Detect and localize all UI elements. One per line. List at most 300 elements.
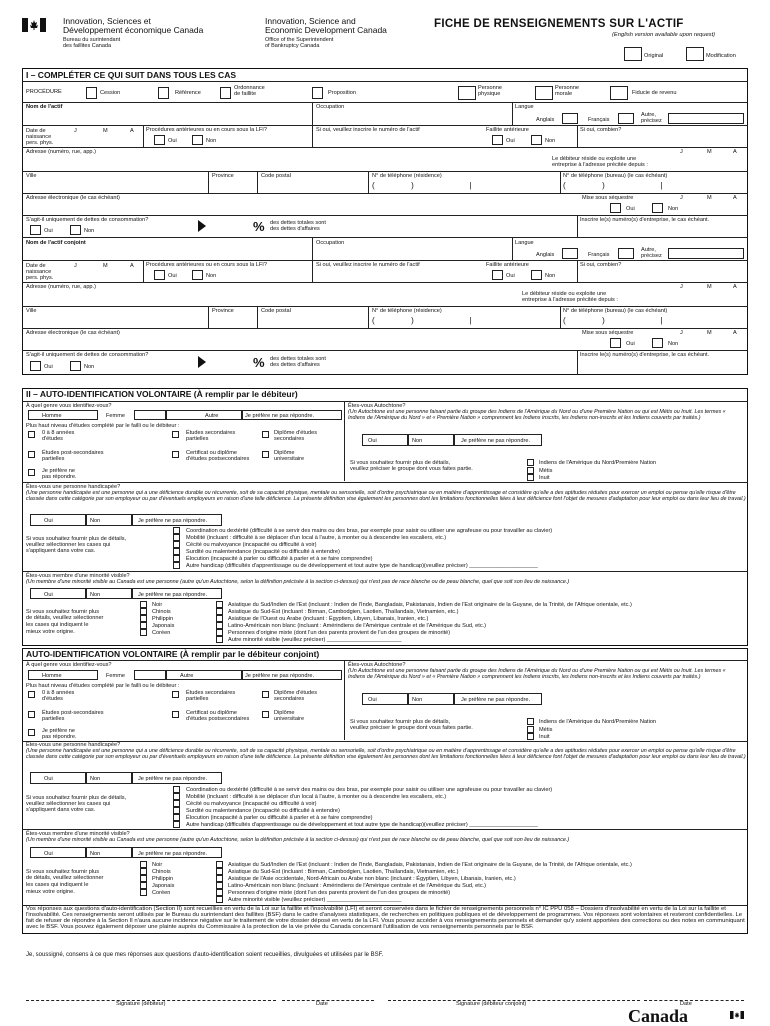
- c-h-surdite-label: Surdité ou malentendance (incapacité ou difficulté à entendre): [186, 808, 340, 814]
- indiens-checkbox[interactable]: [527, 459, 534, 466]
- noir-checkbox[interactable]: [140, 601, 147, 608]
- conso-oui-checkbox[interactable]: [30, 225, 41, 235]
- handicap-details-label3: s'appliquent dans votre cas.: [26, 548, 96, 554]
- proposition-checkbox[interactable]: [312, 87, 323, 99]
- philippin-label: Philippin: [152, 616, 174, 622]
- diplome-univ-label2: universitaire: [274, 456, 305, 462]
- c-etudes-sec-part-checkbox[interactable]: [172, 691, 179, 698]
- autre-langue-field[interactable]: [668, 113, 744, 124]
- c-etudes-sec-part-label2: partielles: [186, 696, 209, 702]
- etudes-sec-part-label2: partielles: [186, 436, 209, 442]
- diplome-sec-label2: secondaires: [274, 436, 305, 442]
- c-inuit-checkbox[interactable]: [527, 733, 534, 740]
- c-m-mixte-label: Personnes d'origine mixte (dont l'un des parents provient de l'un des groupes de minorité): [228, 890, 451, 896]
- femme-checkbox[interactable]: [134, 410, 166, 420]
- c-noir-label: Noir: [152, 862, 163, 868]
- faillite-non-checkbox[interactable]: [531, 135, 542, 145]
- etudes-prefere-label1: Je préfère ne: [42, 468, 75, 474]
- occupation-conjoint-label: Occupation: [316, 240, 345, 246]
- c-proc-label: Procédures antérieures ou en cours sous la LFI?: [146, 262, 267, 268]
- date-debiteur-line[interactable]: [282, 1000, 374, 1001]
- francais-label: Français: [588, 117, 610, 123]
- c-noir-checkbox[interactable]: [140, 861, 147, 868]
- anglais-checkbox[interactable]: [562, 113, 578, 124]
- m-autre-label: Autre minorité visible (veuillez préciser) ________________________: [228, 637, 402, 643]
- proposition-label: Proposition: [328, 90, 356, 96]
- c-minorite-definition: (Un membre d'une minorité visible au Canada est une personne (autre qu'un Autochtone, selon la définition précisée à la section ci-dessus) qui n'est pas de race blanche ou de peau blanche, quel que soit son lieu de naissance.): [26, 837, 570, 843]
- c-homme-checkbox[interactable]: [28, 670, 98, 680]
- faillite-non-label: Non: [545, 138, 556, 144]
- etudes-0-8-checkbox[interactable]: [28, 431, 35, 438]
- c-minorite-non-label: Non: [90, 851, 101, 857]
- c-minorite-oui-checkbox[interactable]: [30, 847, 86, 858]
- h-mobilite-checkbox[interactable]: [173, 534, 180, 541]
- etudes-post-part-label1: Études post-secondaires: [42, 450, 104, 456]
- handicap-details-label2: veuillez sélectionner les cases qui: [26, 542, 111, 548]
- c-courriel-label: Adresse électronique (le cas échéant): [26, 330, 120, 336]
- c-code-postal-label: Code postal: [261, 308, 291, 314]
- c-femme-checkbox[interactable]: [134, 670, 166, 680]
- section-1-title: I – COMPLÉTER CE QUI SUIT DANS TOUS LES CAS: [26, 70, 237, 80]
- proc-non-label: Non: [206, 138, 217, 144]
- c-m-arabe-checkbox[interactable]: [216, 875, 223, 882]
- ordonnance-checkbox[interactable]: [220, 87, 231, 99]
- signature-debiteur-label: Signature (débiteur): [116, 1001, 166, 1007]
- c-coreen-checkbox[interactable]: [140, 889, 147, 896]
- c-m-asie-sud-est-checkbox[interactable]: [216, 868, 223, 875]
- entreprise-adresse-label: entreprise à l'adresse précitée depuis :: [552, 162, 648, 168]
- header-fr-line1: Innovation, Sciences et: [63, 16, 151, 26]
- homme-checkbox[interactable]: [28, 410, 98, 420]
- autochtone-definition: (Un Autochtone est une personne faisant partie du groupe des Indiens de l'Amérique du Nord ou d'une Première Nation ou qui est Métis ou Inuit. Les termes « Indiens de l'Amérique du Nord » et « Première Nation » comprennent les Indiens inscrits, les Indiens non-inscrits et les Indiens couverts par traités.): [348, 409, 726, 422]
- seq-m: M: [707, 195, 712, 201]
- c-proc-oui-checkbox[interactable]: [154, 270, 165, 280]
- c-province-label: Province: [212, 308, 234, 314]
- c-m-latino-checkbox[interactable]: [216, 882, 223, 889]
- nom-actif-conjoint-label: Nom de l'actif conjoint: [26, 240, 86, 246]
- c-tel-residence-label: N° de téléphone (résidence): [372, 308, 442, 314]
- consent-statement: Je, soussigné, consens à ce que mes réponses aux questions d'auto-identification soient recueillies, divulguées et utilisées par le BSF.: [26, 952, 384, 958]
- header-fr-sub1: Bureau du surintendant: [63, 37, 121, 43]
- etudes-prefere-label2: pas répondre.: [42, 474, 77, 480]
- c-chinois-checkbox[interactable]: [140, 868, 147, 875]
- c-autochtone-question: Êtes-vous Autochtone?: [348, 662, 406, 668]
- c-conso-oui-label: Oui: [44, 364, 53, 370]
- precisez-label: précisez: [641, 118, 662, 124]
- m-latino-checkbox[interactable]: [216, 622, 223, 629]
- c-entreprise-adresse-label: entreprise à l'adresse précitée depuis :: [522, 297, 618, 303]
- seq-non-label: Non: [668, 206, 679, 212]
- modification-label: Modification: [706, 53, 736, 59]
- c-etudes-post-part-checkbox[interactable]: [28, 711, 35, 718]
- handicap-details-label1: Si vous souhaitez fournir plus de détails,: [26, 536, 127, 542]
- c-handicap-prefere-label: Je préfère ne pas répondre.: [138, 776, 208, 782]
- m-arabe-label: Asiatique de l'Ouest ou Arabe (incluant : Égyptien, Libyen, Libanais, Iranien, etc.): [228, 616, 429, 622]
- c-minorite-question: Êtes-vous membre d'une minorité visible?: [26, 831, 130, 837]
- c-minorite-prefere-label: Je préfère ne pas répondre.: [138, 851, 208, 857]
- japonais-label: Japonais: [152, 623, 175, 629]
- tel-residence-field[interactable]: ( ) |: [372, 181, 473, 190]
- c-etudes-0-8-label1: 0 à 8 années: [42, 690, 75, 696]
- c-homme-label: Homme: [42, 673, 62, 679]
- c-dettes-totales-label: des dettes totales sont: [270, 356, 326, 362]
- precisez-conjoint-label: précisez: [641, 253, 662, 259]
- c-tel-bureau-field[interactable]: ( ) |: [563, 316, 664, 325]
- c-etudes-0-8-label2: d'études: [42, 696, 63, 702]
- fiducie-label: Fiducie de revenu: [632, 90, 677, 96]
- handicap-prefere-label: Je préfère ne pas répondre.: [138, 518, 208, 524]
- h-cecite-checkbox[interactable]: [173, 541, 180, 548]
- c-minorite-details-label3: les cases qui indiquent le: [26, 882, 89, 888]
- etudes-post-part-label2: partielles: [42, 456, 65, 462]
- arrow-right-icon: [198, 220, 206, 232]
- c-date-label1: Date de: [26, 263, 46, 269]
- nom-actif-label: Nom de l'actif: [26, 104, 63, 110]
- tel-bureau-label: N° de téléphone (bureau) (le cas échéant): [563, 173, 668, 179]
- si-oui-combien-label: Si oui, combien?: [580, 127, 622, 133]
- c-indiens-label: Indiens de l'Amérique du Nord/Première Nation: [539, 719, 657, 725]
- h-autre-checkbox[interactable]: [173, 562, 180, 569]
- c-h-surdite-checkbox[interactable]: [173, 807, 180, 814]
- section-2-title: II – AUTO-IDENTIFICATION VOLONTAIRE (À remplir par le débiteur): [26, 389, 298, 399]
- c-japonais-checkbox[interactable]: [140, 882, 147, 889]
- canada-wordmark-flag-icon: [730, 1006, 744, 1014]
- c-dettes-affaires-label: des dettes d'affaires: [270, 362, 320, 368]
- c-faillite-oui-checkbox[interactable]: [492, 270, 503, 280]
- c-genre-question: À quel genre vous identifiez-vous?: [26, 662, 112, 668]
- c-h-coordination-label: Coordination ou dextérité (difficulté à se servir des mains ou des bras, par exemple pour saisir ou utiliser une agrafeuse ou pour travailler au clavier): [186, 787, 553, 793]
- c-japonais-label: Japonais: [152, 883, 175, 889]
- inuit-label: Inuit: [539, 475, 550, 481]
- c-seq-j: J: [680, 330, 683, 336]
- personne-physique-label1: Personne: [478, 85, 502, 91]
- c-handicap-question: Êtes-vous une personne handicapée?: [26, 742, 121, 748]
- personne-physique-checkbox[interactable]: [458, 86, 476, 100]
- c-ville-label: Ville: [26, 308, 37, 314]
- c-diplome-sec-label1: Diplôme d'études: [274, 690, 318, 696]
- minorite-oui-checkbox[interactable]: [30, 588, 86, 599]
- personne-morale-checkbox[interactable]: [535, 86, 553, 100]
- m-asie-sud-checkbox[interactable]: [216, 601, 223, 608]
- handicap-non-label: Non: [90, 518, 101, 524]
- minorite-oui-label: Oui: [44, 592, 53, 598]
- minorite-definition: (Un membre d'une minorité visible au Canada est une personne (autre qu'un Autochtone, selon la définition précisée à la section ci-dessus) qui n'est pas de race blanche ou de peau blanche, quel que soit son lieu de naissance.): [26, 579, 570, 585]
- m-mixte-label: Personnes d'origine mixte (dont l'un des parents provient de l'un des groupes de minorité): [228, 630, 451, 636]
- dob-a: A: [130, 128, 134, 134]
- minorite-details-label4: mieux votre origine.: [26, 629, 75, 635]
- chinois-checkbox[interactable]: [140, 608, 147, 615]
- tel-bureau-field[interactable]: ( ) |: [563, 181, 664, 190]
- c-diplome-sec-checkbox[interactable]: [262, 691, 269, 698]
- header-fr-line2: Développement économique Canada: [63, 25, 204, 35]
- autre-label: Autre,: [641, 112, 656, 118]
- etudes-post-part-checkbox[interactable]: [28, 451, 35, 458]
- reference-checkbox[interactable]: [158, 87, 169, 99]
- minorite-non-label: Non: [90, 592, 101, 598]
- proc-oui-checkbox[interactable]: [154, 135, 165, 145]
- c-certificat-label2: d'études postsecondaires: [186, 716, 250, 722]
- minorite-question: Êtes-vous membre d'une minorité visible?: [26, 573, 130, 579]
- inuit-checkbox[interactable]: [527, 474, 534, 481]
- m-mixte-checkbox[interactable]: [216, 629, 223, 636]
- langue-conjoint-label: Langue: [515, 240, 534, 246]
- diplome-sec-checkbox[interactable]: [262, 431, 269, 438]
- c-depuis-j: J: [680, 284, 683, 290]
- c-m-autre-checkbox[interactable]: [216, 896, 223, 903]
- signature-conjoint-label: Signature (débiteur conjoint): [456, 1001, 527, 1007]
- c-seq-oui-checkbox[interactable]: [610, 338, 621, 348]
- c-conso-oui-checkbox[interactable]: [30, 361, 41, 371]
- c-h-coordination-checkbox[interactable]: [173, 786, 180, 793]
- c-diplome-univ-label1: Diplôme: [274, 710, 295, 716]
- inscrire-numeros-label: Inscrire le(s) numéro(s) d'entreprise, le cas échéant.: [580, 217, 710, 223]
- personne-morale-label2: morale: [555, 91, 573, 97]
- c-autochtone-details-label2: veuillez préciser le groupe dont vous faites partie.: [350, 725, 473, 731]
- diplome-univ-checkbox[interactable]: [262, 451, 269, 458]
- h-mobilite-label: Mobilité (incluant : difficulté à se déplacer d'un local à l'autre, à monter ou à descendre les escaliers, etc.): [186, 535, 447, 541]
- c-etudes-post-part-label2: partielles: [42, 716, 65, 722]
- canada-wordmark: Canada: [628, 1006, 689, 1026]
- etudes-sec-part-label1: Études secondaires: [186, 430, 236, 436]
- proc-non-checkbox[interactable]: [192, 135, 203, 145]
- etudes-0-8-label2: d'études: [42, 436, 63, 442]
- c-seq-non-label: Non: [668, 341, 679, 347]
- ville-label: Ville: [26, 173, 37, 179]
- page-title: FICHE DE RENSEIGNEMENTS SUR L'ACTIF: [434, 18, 684, 30]
- m-latino-label: Latino-Américain non blanc (incluant : Amérindiens de l'Amérique centrale et de l'Amérique du Sud, etc.): [228, 623, 487, 629]
- header-en-sub2: of Bankruptcy Canada: [265, 43, 320, 49]
- depuis-j: J: [680, 149, 683, 155]
- c-proc-non-label: Non: [206, 273, 217, 279]
- autre-conjoint-label: Autre,: [641, 247, 656, 253]
- c-autochtone-definition: (Un Autochtone est une personne faisant partie du groupe des Indiens de l'Amérique du Nord ou d'une Première Nation ou qui est Métis ou Inuit. Les termes « Indiens de l'Amérique du Nord » et « Première Nation » comprennent les Indiens inscrits, les Indiens non-inscrits et les Indiens couverts par traités.): [348, 668, 726, 681]
- c-h-autre-label: Autre handicap (difficultés d'apprentissage ou de développement et tout autre type de handicap)(veuillez préciser) ______________________: [186, 822, 538, 828]
- c-h-cecite-checkbox[interactable]: [173, 800, 180, 807]
- autochtone-prefere-label: Je préfère ne pas répondre.: [461, 438, 531, 444]
- c-adresse-label: Adresse (numéro, rue, app.): [26, 284, 96, 290]
- c-h-elocution-checkbox[interactable]: [173, 814, 180, 821]
- conso-non-checkbox[interactable]: [70, 225, 81, 235]
- c-date-label3: pers. phys.: [26, 275, 54, 281]
- c-tel-residence-field[interactable]: ( ) |: [372, 316, 473, 325]
- handicap-question: Êtes-vous une personne handicapée?: [26, 484, 121, 490]
- conso-non-label: Non: [84, 228, 95, 234]
- c-h-autre-checkbox[interactable]: [173, 821, 180, 828]
- francais-checkbox[interactable]: [618, 113, 634, 124]
- ordonnance-label: Ordonnance: [234, 85, 265, 91]
- c-conso-non-checkbox[interactable]: [70, 361, 81, 371]
- c-handicap-details-label3: s'appliquent dans votre cas.: [26, 807, 96, 813]
- c-proc-non-checkbox[interactable]: [192, 270, 203, 280]
- h-elocution-checkbox[interactable]: [173, 555, 180, 562]
- h-coordination-checkbox[interactable]: [173, 527, 180, 534]
- seq-non-checkbox[interactable]: [652, 203, 663, 213]
- autre-genre-checkbox[interactable]: [166, 410, 242, 420]
- c-percent-symbol: %: [253, 355, 265, 370]
- percent-symbol: %: [253, 219, 265, 234]
- seq-a: A: [733, 195, 737, 201]
- c-indiens-checkbox[interactable]: [527, 718, 534, 725]
- metis-label: Métis: [539, 468, 553, 474]
- c-metis-label: Métis: [539, 727, 553, 733]
- c-minorite-details-label2: de détails, veuillez sélectionner: [26, 875, 104, 881]
- c-etudes-prefere-checkbox[interactable]: [28, 729, 35, 736]
- anglais-conjoint-checkbox[interactable]: [562, 248, 578, 259]
- seq-j: J: [680, 195, 683, 201]
- h-surdite-label: Surdité ou malentendance (incapacité ou difficulté à entendre): [186, 549, 340, 555]
- autre-genre-label: Autre: [205, 413, 219, 419]
- c-diplome-sec-label2: secondaires: [274, 696, 305, 702]
- c-certificat-checkbox[interactable]: [172, 711, 179, 718]
- anglais-conjoint-label: Anglais: [536, 252, 555, 258]
- coreen-label: Coréen: [152, 630, 171, 636]
- etudes-sec-part-checkbox[interactable]: [172, 431, 179, 438]
- c-si-oui-combien-label: Si oui, combien?: [580, 262, 622, 268]
- c-h-cecite-label: Cécité ou malvoyance (incapacité ou difficulté à voir): [186, 801, 317, 807]
- c-philippin-checkbox[interactable]: [140, 875, 147, 882]
- autochtone-details-label2: veuillez préciser le groupe dont vous faites partie.: [350, 466, 473, 472]
- tel-residence-label: N° de téléphone (résidence): [372, 173, 442, 179]
- c-autre-genre-label: Autre: [180, 673, 194, 679]
- dettes-affaires-label: des dettes d'affaires: [270, 226, 320, 232]
- minorite-details-label1: Si vous souhaitez fournir plus: [26, 609, 100, 615]
- date-conjoint-line[interactable]: [644, 1000, 744, 1001]
- c-dob-j: J: [74, 263, 77, 269]
- c-seq-a: A: [733, 330, 737, 336]
- coreen-checkbox[interactable]: [140, 629, 147, 636]
- indiens-label: Indiens de l'Amérique du Nord/Première Nation: [539, 460, 657, 466]
- depuis-a: A: [733, 149, 737, 155]
- philippin-checkbox[interactable]: [140, 615, 147, 622]
- cession-label: Cession: [100, 90, 121, 96]
- si-oui-numero-label: Si oui, veuillez inscrire le numéro de l'actif: [316, 127, 420, 133]
- header-fr-sub2: des faillites Canada: [63, 43, 112, 49]
- dettes-conso-label: S'agit-il uniquement de dettes de consommation?: [26, 217, 149, 223]
- c-m-mixte-checkbox[interactable]: [216, 889, 223, 896]
- fiducie-checkbox[interactable]: [610, 86, 628, 100]
- faillite-oui-label: Oui: [506, 138, 515, 144]
- minorite-details-label2: de détails, veuillez sélectionner: [26, 615, 104, 621]
- m-asie-sud-est-checkbox[interactable]: [216, 608, 223, 615]
- c-etudes-0-8-checkbox[interactable]: [28, 691, 35, 698]
- c-debiteur-reside-label: Le débiteur réside ou exploite une: [522, 291, 607, 297]
- header-en-line2: Economic Development Canada: [265, 25, 387, 35]
- autochtone-oui-label: Oui: [368, 438, 377, 444]
- dob-j: J: [74, 128, 77, 134]
- femme-label: Femme: [106, 413, 125, 419]
- date-debiteur-label: Date: [316, 1001, 328, 1007]
- c-seq-oui-label: Oui: [626, 341, 635, 347]
- dettes-totales-label: des dettes totales sont: [270, 220, 326, 226]
- c-etudes-post-part-label1: Études post-secondaires: [42, 710, 104, 716]
- privacy-notice: Vos réponses aux questions d'auto-identification (Section II) sont recueillies en vertu de la Loi sur la faillite et l'insolvabilité (LFI) et seront conservées dans le fichier de renseignements personnels n° IC PPU 058 – Dossiers d'insolvabilité en vertu de la Loi sur la faillite et l'insolvabilité. Ces renseignements seront utilisés par le Bureau du surintendant des faillites (BSF) dans le cadre d'analyses statistiques, de recherches en politiques publiques et de développement de programmes. Vos réponses sont volontaires et resteront confidentielles. Le fait de refuser de répondre à la Section II n'aura aucune incidence négative sur le traitement de votre dossier déposé en vertu de la LFI. Vous pouvez accéder à vos renseignements personnels et demander qu'y soient apportées des corrections ou des notes en communiquant avec le BSF. Vous pouvez également déposer une plainte auprès du Commissaire à la protection de la vie privée du Canada concernant l'utilisation de vos renseignements personnels par le BSF.: [26, 906, 745, 931]
- m-asie-sud-est-label: Asiatique du Sud-Est (incluant : Birman, Cambodgien, Laotien, Thaïlandais, Vietnamien, etc.): [228, 609, 459, 615]
- c-handicap-details-label2: veuillez sélectionner les cases qui: [26, 801, 111, 807]
- seq-oui-checkbox[interactable]: [610, 203, 621, 213]
- genre-prefere-label: Je préfère ne pas répondre.: [245, 413, 315, 419]
- c-handicap-oui-checkbox[interactable]: [30, 772, 86, 784]
- c-autre-genre-checkbox[interactable]: [166, 670, 242, 680]
- japonais-checkbox[interactable]: [140, 622, 147, 629]
- c-seq-non-checkbox[interactable]: [652, 338, 663, 348]
- original-checkbox[interactable]: [624, 47, 642, 61]
- faillite-oui-checkbox[interactable]: [492, 135, 503, 145]
- handicap-oui-checkbox[interactable]: [30, 514, 86, 526]
- proc-oui-label: Oui: [168, 138, 177, 144]
- c-autochtone-non-label: Non: [412, 697, 423, 703]
- c-metis-checkbox[interactable]: [527, 726, 534, 733]
- c-autochtone-details-label1: Si vous souhaitez fournir plus de détails,: [350, 719, 451, 725]
- c-diplome-univ-checkbox[interactable]: [262, 711, 269, 718]
- c-handicap-definition: (Une personne handicapée est une personne qui a une déficience durable ou récurrente, soit de sa capacité physique, mentale ou sensorielle, soit d'ordre psychiatrique ou en matière d'apprentissage et considère qu'elle a des aptitudes réduites pour exercer un emploi ou pense qu'elle risque d'être classée dans cette catégorie par son employeur ou par d'éventuels employeurs en raison d'une telle déficience. La présente définition vise également les personnes dont les limitations fonctionnelles liées à leur déficience font l'objet de mesures d'adaptation pour leur emploi ou dans leur lieu de travail.): [26, 748, 746, 761]
- chinois-label: Chinois: [152, 609, 171, 615]
- c-m-arabe-label: Asiatique de l'Asie occidentale, Nord-Africain ou Arabe non blanc (incluant : Égyptien, Libyen, Libanais, Iranien, etc.): [228, 876, 516, 882]
- c-etudes-question: Plus haut niveau d'études complété par le failli ou le débiteur :: [26, 683, 180, 689]
- handicap-oui-label: Oui: [44, 518, 53, 524]
- c-mise-sequestre-label: Mise sous séquestre: [582, 330, 634, 336]
- h-surdite-checkbox[interactable]: [173, 548, 180, 555]
- minorite-details-label3: les cases qui indiquent le: [26, 622, 89, 628]
- c-handicap-details-label1: Si vous souhaitez fournir plus de détails,: [26, 795, 127, 801]
- c-m-autre-label: Autre minorité visible (veuillez préciser) ________________________: [228, 897, 402, 903]
- adresse-label: Adresse (numéro, rue, app.): [26, 149, 96, 155]
- section-2-conjoint-title: AUTO-IDENTIFICATION VOLONTAIRE (À remplir par le débiteur conjoint): [26, 649, 320, 659]
- c-conso-non-label: Non: [84, 364, 95, 370]
- etudes-prefere-checkbox[interactable]: [28, 469, 35, 476]
- seq-oui-label: Oui: [626, 206, 635, 212]
- c-faillite-non-checkbox[interactable]: [531, 270, 542, 280]
- c-m-asie-sud-checkbox[interactable]: [216, 861, 223, 868]
- c-femme-label: Femme: [106, 673, 125, 679]
- autre-langue-conjoint-field[interactable]: [668, 248, 744, 259]
- reference-label: Référence: [175, 90, 201, 96]
- personne-physique-label2: physique: [478, 91, 501, 97]
- c-seq-m: M: [707, 330, 712, 336]
- c-dob-m: M: [103, 263, 108, 269]
- modification-checkbox[interactable]: [686, 47, 704, 61]
- page-subtitle: (English version available upon request): [612, 32, 716, 38]
- original-label: Original: [644, 53, 664, 59]
- c-handicap-non-label: Non: [90, 776, 101, 782]
- c-etudes-sec-part-label1: Études secondaires: [186, 690, 236, 696]
- autochtone-question: Êtes-vous Autochtone?: [348, 403, 406, 409]
- c-si-oui-numero-label: Si oui, veuillez inscrire le numéro de l'actif: [316, 262, 420, 268]
- homme-label: Homme: [42, 413, 62, 419]
- personne-morale-label1: Personne: [555, 85, 579, 91]
- depuis-m: M: [707, 149, 712, 155]
- c-h-mobilite-checkbox[interactable]: [173, 793, 180, 800]
- francais-conjoint-checkbox[interactable]: [618, 248, 634, 259]
- date-naissance-label2: naissance: [26, 134, 52, 140]
- cession-checkbox[interactable]: [86, 87, 97, 99]
- certificat-checkbox[interactable]: [172, 451, 179, 458]
- certificat-label2: d'études postsecondaires: [186, 456, 250, 462]
- c-genre-prefere-label: Je préfère ne pas répondre.: [245, 673, 315, 679]
- header-en-line1: Innovation, Science and: [265, 16, 356, 26]
- c-minorite-oui-label: Oui: [44, 851, 53, 857]
- c-coreen-label: Coréen: [152, 890, 171, 896]
- c-diplome-univ-label2: universitaire: [274, 716, 305, 722]
- c-h-mobilite-label: Mobilité (incluant : difficulté à se déplacer d'un local à l'autre, à monter ou à descendre les escaliers, etc.): [186, 794, 447, 800]
- date-conjoint-label: Date: [680, 1001, 692, 1007]
- m-arabe-checkbox[interactable]: [216, 615, 223, 622]
- metis-checkbox[interactable]: [527, 467, 534, 474]
- francais-conjoint-label: Français: [588, 252, 610, 258]
- debiteur-reside-label: Le débiteur réside ou exploite une: [552, 156, 637, 162]
- c-faillite-label: Faillite antérieure: [486, 262, 529, 268]
- m-autre-checkbox[interactable]: [216, 636, 223, 643]
- courriel-label: Adresse électronique (le cas échéant): [26, 195, 120, 201]
